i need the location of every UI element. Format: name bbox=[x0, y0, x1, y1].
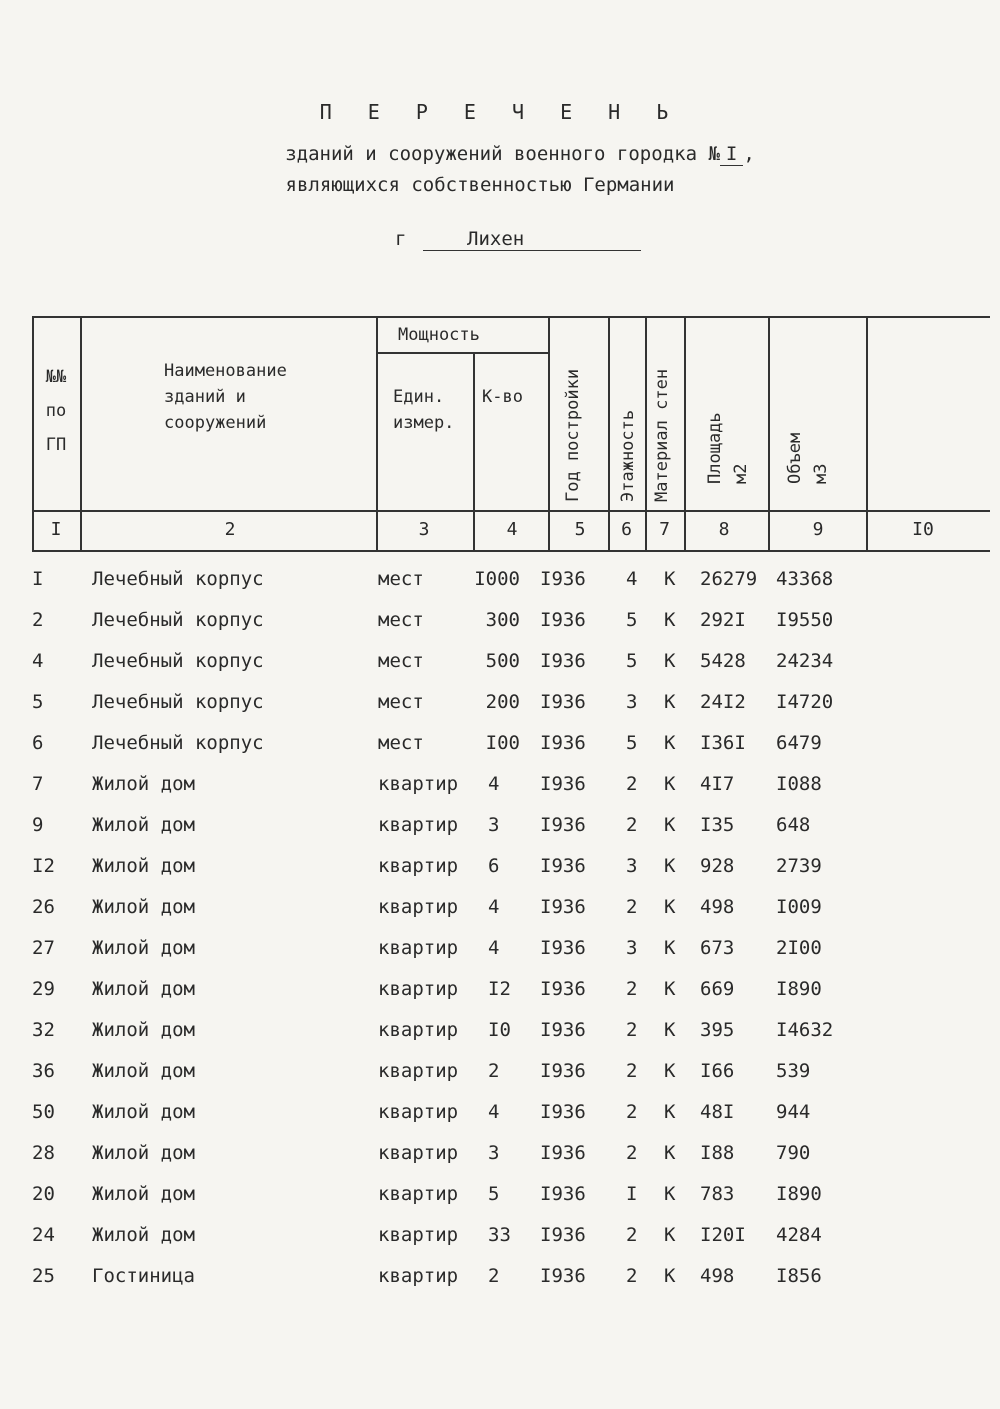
cell-floors: 3 bbox=[626, 691, 638, 713]
cell-floors: 2 bbox=[626, 896, 638, 918]
cell-year: I936 bbox=[540, 1060, 586, 1082]
table-row bbox=[0, 1183, 1000, 1219]
cell-floors: 3 bbox=[626, 937, 638, 959]
cell-name: Гостиница bbox=[92, 1265, 195, 1287]
cell-floors: 2 bbox=[626, 978, 638, 1000]
cell-no: 29 bbox=[32, 978, 55, 1000]
col-border-6 bbox=[645, 316, 647, 550]
col-border-7 bbox=[684, 316, 686, 550]
title-line-1-text: зданий и сооружений военного городка № bbox=[285, 143, 720, 165]
cell-qty: 33 bbox=[488, 1224, 511, 1246]
cell-area: I88 bbox=[700, 1142, 735, 1164]
cell-area: 669 bbox=[700, 978, 735, 1000]
col-border-1 bbox=[80, 316, 82, 550]
cell-no: 2 bbox=[32, 609, 44, 631]
cell-floors: 3 bbox=[626, 855, 638, 877]
cell-no: 32 bbox=[32, 1019, 55, 1041]
cell-floors: 4 bbox=[626, 568, 638, 590]
cell-unit: квартир bbox=[378, 937, 459, 959]
cell-year: I936 bbox=[540, 568, 586, 590]
cell-no: I2 bbox=[32, 855, 55, 877]
cell-unit: квартир bbox=[378, 896, 459, 918]
cell-volume: I4720 bbox=[776, 691, 834, 713]
table-row bbox=[0, 855, 1000, 891]
cell-area: 292I bbox=[700, 609, 746, 631]
cell-year: I936 bbox=[540, 855, 586, 877]
cell-wall: К bbox=[664, 650, 676, 672]
cell-qty: 6 bbox=[488, 855, 500, 877]
col-number-9: 9 bbox=[812, 519, 824, 540]
cell-name: Жилой дом bbox=[92, 1019, 195, 1041]
cell-area: 26279 bbox=[700, 568, 758, 590]
title-line-1 bbox=[20, 143, 1000, 165]
cell-year: I936 bbox=[540, 814, 586, 836]
cell-floors: 2 bbox=[626, 1019, 638, 1041]
cell-volume: 43368 bbox=[776, 568, 834, 590]
cell-unit: мест bbox=[378, 732, 424, 754]
col-header-volume: Объем м3 bbox=[785, 432, 831, 484]
cell-name: Лечебный корпус bbox=[92, 568, 264, 590]
cell-floors: 2 bbox=[626, 1265, 638, 1287]
cell-year: I936 bbox=[540, 1265, 586, 1287]
cell-area: I20I bbox=[700, 1224, 746, 1246]
cell-year: I936 bbox=[540, 650, 586, 672]
table-row bbox=[0, 691, 1000, 727]
cell-qty: 5 bbox=[488, 1183, 500, 1205]
cell-area: 48I bbox=[700, 1101, 735, 1123]
col-header-unit: Един. измер. bbox=[393, 387, 455, 433]
cell-unit: мест bbox=[378, 650, 424, 672]
cell-wall: К bbox=[664, 978, 676, 1000]
cell-no: 50 bbox=[32, 1101, 55, 1123]
cell-year: I936 bbox=[540, 691, 586, 713]
cell-unit: квартир bbox=[378, 1101, 459, 1123]
cell-floors: 2 bbox=[626, 1224, 638, 1246]
title-line-1-suffix: , bbox=[743, 143, 755, 165]
col-number-8: 8 bbox=[718, 519, 730, 540]
cell-no: 27 bbox=[32, 937, 55, 959]
cell-qty: I0 bbox=[488, 1019, 511, 1041]
cell-volume: 648 bbox=[776, 814, 811, 836]
table-row bbox=[0, 1142, 1000, 1178]
cell-name: Жилой дом bbox=[92, 978, 195, 1000]
cell-qty: 4 bbox=[488, 937, 500, 959]
cell-year: I936 bbox=[540, 1224, 586, 1246]
col-number-10: I0 bbox=[912, 519, 934, 540]
cell-qty: I2 bbox=[488, 978, 511, 1000]
cell-qty: 300 bbox=[485, 609, 520, 631]
cell-name: Жилой дом bbox=[92, 1224, 195, 1246]
cell-floors: 2 bbox=[626, 1101, 638, 1123]
col-header-name: Наименование зданий и сооружений bbox=[164, 361, 287, 433]
cell-area: 498 bbox=[700, 1265, 735, 1287]
cell-floors: 2 bbox=[626, 1142, 638, 1164]
cell-volume: 539 bbox=[776, 1060, 811, 1082]
cell-name: Лечебный корпус bbox=[92, 609, 264, 631]
cell-no: 7 bbox=[32, 773, 44, 795]
cell-year: I936 bbox=[540, 1142, 586, 1164]
cell-volume: I9550 bbox=[776, 609, 834, 631]
cell-qty: 3 bbox=[488, 1142, 500, 1164]
cell-floors: I bbox=[626, 1183, 638, 1205]
cell-floors: 5 bbox=[626, 609, 638, 631]
cell-unit: мест bbox=[378, 609, 424, 631]
cell-unit: квартир bbox=[378, 1183, 459, 1205]
table-row bbox=[0, 814, 1000, 850]
city-name: Лихен bbox=[423, 228, 641, 251]
cell-qty: 4 bbox=[488, 896, 500, 918]
cell-year: I936 bbox=[540, 609, 586, 631]
cell-wall: К bbox=[664, 1019, 676, 1041]
table-row bbox=[0, 609, 1000, 645]
table-row bbox=[0, 732, 1000, 768]
cell-year: I936 bbox=[540, 773, 586, 795]
cell-no: 20 bbox=[32, 1183, 55, 1205]
col-header-wall: Материал стен bbox=[652, 368, 672, 502]
cell-qty: 3 bbox=[488, 814, 500, 836]
col-number-4: 4 bbox=[506, 519, 518, 540]
cell-area: 395 bbox=[700, 1019, 735, 1041]
cell-volume: I856 bbox=[776, 1265, 822, 1287]
header-top-border bbox=[32, 316, 990, 318]
cell-floors: 2 bbox=[626, 773, 638, 795]
cell-wall: К bbox=[664, 773, 676, 795]
table-row bbox=[0, 937, 1000, 973]
cell-wall: К bbox=[664, 896, 676, 918]
cell-name: Жилой дом bbox=[92, 1183, 195, 1205]
cell-unit: квартир bbox=[378, 1265, 459, 1287]
cell-volume: 6479 bbox=[776, 732, 822, 754]
cell-volume: 4284 bbox=[776, 1224, 822, 1246]
cell-unit: квартир bbox=[378, 1060, 459, 1082]
cell-qty: 4 bbox=[488, 773, 500, 795]
cell-wall: К bbox=[664, 732, 676, 754]
cell-qty: 2 bbox=[488, 1060, 500, 1082]
cell-name: Жилой дом bbox=[92, 773, 195, 795]
table-row bbox=[0, 568, 1000, 604]
table-row bbox=[0, 1224, 1000, 1260]
title-line-2: являющихся собственностью Германии bbox=[285, 174, 675, 196]
cell-unit: квартир bbox=[378, 978, 459, 1000]
table-row bbox=[0, 1060, 1000, 1096]
cell-wall: К bbox=[664, 1265, 676, 1287]
cell-year: I936 bbox=[540, 937, 586, 959]
cell-wall: К bbox=[664, 855, 676, 877]
power-group-divider bbox=[376, 352, 548, 354]
cell-floors: 5 bbox=[626, 650, 638, 672]
cell-volume: 944 bbox=[776, 1101, 811, 1123]
col-header-power: Мощность bbox=[398, 325, 480, 345]
cell-wall: К bbox=[664, 1142, 676, 1164]
cell-name: Лечебный корпус bbox=[92, 691, 264, 713]
cell-year: I936 bbox=[540, 1101, 586, 1123]
cell-volume: I890 bbox=[776, 1183, 822, 1205]
cell-wall: К bbox=[664, 1060, 676, 1082]
cell-unit: квартир bbox=[378, 855, 459, 877]
cell-no: 6 bbox=[32, 732, 44, 754]
col-border-0 bbox=[32, 316, 34, 550]
cell-name: Жилой дом bbox=[92, 855, 195, 877]
cell-unit: мест bbox=[378, 691, 424, 713]
cell-qty: I000 bbox=[474, 568, 520, 590]
city-prefix: г bbox=[395, 228, 407, 250]
cell-no: 25 bbox=[32, 1265, 55, 1287]
col-number-7: 7 bbox=[659, 519, 670, 540]
col-number-1: I bbox=[50, 519, 62, 540]
cell-qty: 4 bbox=[488, 1101, 500, 1123]
table-row bbox=[0, 1265, 1000, 1301]
cell-unit: квартир bbox=[378, 773, 459, 795]
cell-area: 5428 bbox=[700, 650, 746, 672]
cell-name: Жилой дом bbox=[92, 1060, 195, 1082]
table-row bbox=[0, 1101, 1000, 1137]
table-row bbox=[0, 650, 1000, 686]
cell-unit: квартир bbox=[378, 1224, 459, 1246]
cell-wall: К bbox=[664, 814, 676, 836]
col-number-2: 2 bbox=[224, 519, 236, 540]
header-bottom-border bbox=[32, 550, 990, 552]
col-number-5: 5 bbox=[574, 519, 586, 540]
cell-volume: 24234 bbox=[776, 650, 834, 672]
cell-wall: К bbox=[664, 1224, 676, 1246]
cell-qty: I00 bbox=[485, 732, 520, 754]
cell-volume: I009 bbox=[776, 896, 822, 918]
cell-area: I36I bbox=[700, 732, 746, 754]
col-border-3 bbox=[473, 352, 475, 550]
table-row bbox=[0, 896, 1000, 932]
cell-area: 498 bbox=[700, 896, 735, 918]
cell-volume: 790 bbox=[776, 1142, 811, 1164]
cell-year: I936 bbox=[540, 732, 586, 754]
table-row bbox=[0, 978, 1000, 1014]
cell-no: 26 bbox=[32, 896, 55, 918]
city-row bbox=[395, 228, 641, 251]
cell-no: 9 bbox=[32, 814, 44, 836]
col-number-3: 3 bbox=[418, 519, 430, 540]
cell-year: I936 bbox=[540, 978, 586, 1000]
cell-wall: К bbox=[664, 691, 676, 713]
cell-wall: К bbox=[664, 1183, 676, 1205]
cell-name: Жилой дом bbox=[92, 1142, 195, 1164]
document-title: П Е Р Е Ч Е Н Ь bbox=[319, 100, 681, 124]
cell-wall: К bbox=[664, 937, 676, 959]
cell-qty: 2 bbox=[488, 1265, 500, 1287]
cell-area: 783 bbox=[700, 1183, 735, 1205]
cell-name: Жилой дом bbox=[92, 896, 195, 918]
cell-volume: I088 bbox=[776, 773, 822, 795]
cell-area: I35 bbox=[700, 814, 735, 836]
col-border-4 bbox=[548, 316, 550, 550]
cell-unit: квартир bbox=[378, 814, 459, 836]
cell-no: 36 bbox=[32, 1060, 55, 1082]
cell-unit: квартир bbox=[378, 1019, 459, 1041]
cell-qty: 200 bbox=[485, 691, 520, 713]
cell-name: Лечебный корпус bbox=[92, 650, 264, 672]
cell-no: 4 bbox=[32, 650, 44, 672]
cell-year: I936 bbox=[540, 1019, 586, 1041]
cell-unit: мест bbox=[378, 568, 424, 590]
col-header-qty: К-во bbox=[482, 387, 523, 407]
cell-no: 5 bbox=[32, 691, 44, 713]
gorodok-number: I bbox=[720, 143, 743, 166]
cell-wall: К bbox=[664, 609, 676, 631]
cell-year: I936 bbox=[540, 896, 586, 918]
cell-volume: 2739 bbox=[776, 855, 822, 877]
col-header-no: №№ по ГП bbox=[45, 367, 67, 455]
cell-floors: 2 bbox=[626, 1060, 638, 1082]
table-row bbox=[0, 1019, 1000, 1055]
cell-wall: К bbox=[664, 1101, 676, 1123]
cell-area: 928 bbox=[700, 855, 735, 877]
cell-area: 673 bbox=[700, 937, 735, 959]
col-number-6: 6 bbox=[621, 519, 632, 540]
cell-name: Лечебный корпус bbox=[92, 732, 264, 754]
cell-area: 4I7 bbox=[700, 773, 735, 795]
col-border-8 bbox=[768, 316, 770, 550]
cell-no: 24 bbox=[32, 1224, 55, 1246]
cell-name: Жилой дом bbox=[92, 937, 195, 959]
col-border-9 bbox=[866, 316, 868, 550]
cell-area: 24I2 bbox=[700, 691, 746, 713]
cell-qty: 500 bbox=[485, 650, 520, 672]
cell-wall: К bbox=[664, 568, 676, 590]
cell-area: I66 bbox=[700, 1060, 735, 1082]
cell-volume: I4632 bbox=[776, 1019, 834, 1041]
cell-name: Жилой дом bbox=[92, 1101, 195, 1123]
table-row bbox=[0, 773, 1000, 809]
cell-no: I bbox=[32, 568, 44, 590]
cell-unit: квартир bbox=[378, 1142, 459, 1164]
cell-volume: 2I00 bbox=[776, 937, 822, 959]
cell-floors: 2 bbox=[626, 814, 638, 836]
cell-name: Жилой дом bbox=[92, 814, 195, 836]
col-header-floors: Этажность bbox=[618, 409, 638, 502]
col-header-year: Год постройки bbox=[563, 368, 583, 502]
col-header-area: Площадь м2 bbox=[705, 412, 751, 484]
col-border-2 bbox=[376, 316, 378, 550]
header-middle-border bbox=[32, 510, 990, 512]
cell-year: I936 bbox=[540, 1183, 586, 1205]
cell-volume: I890 bbox=[776, 978, 822, 1000]
col-border-5 bbox=[608, 316, 610, 550]
cell-no: 28 bbox=[32, 1142, 55, 1164]
cell-floors: 5 bbox=[626, 732, 638, 754]
